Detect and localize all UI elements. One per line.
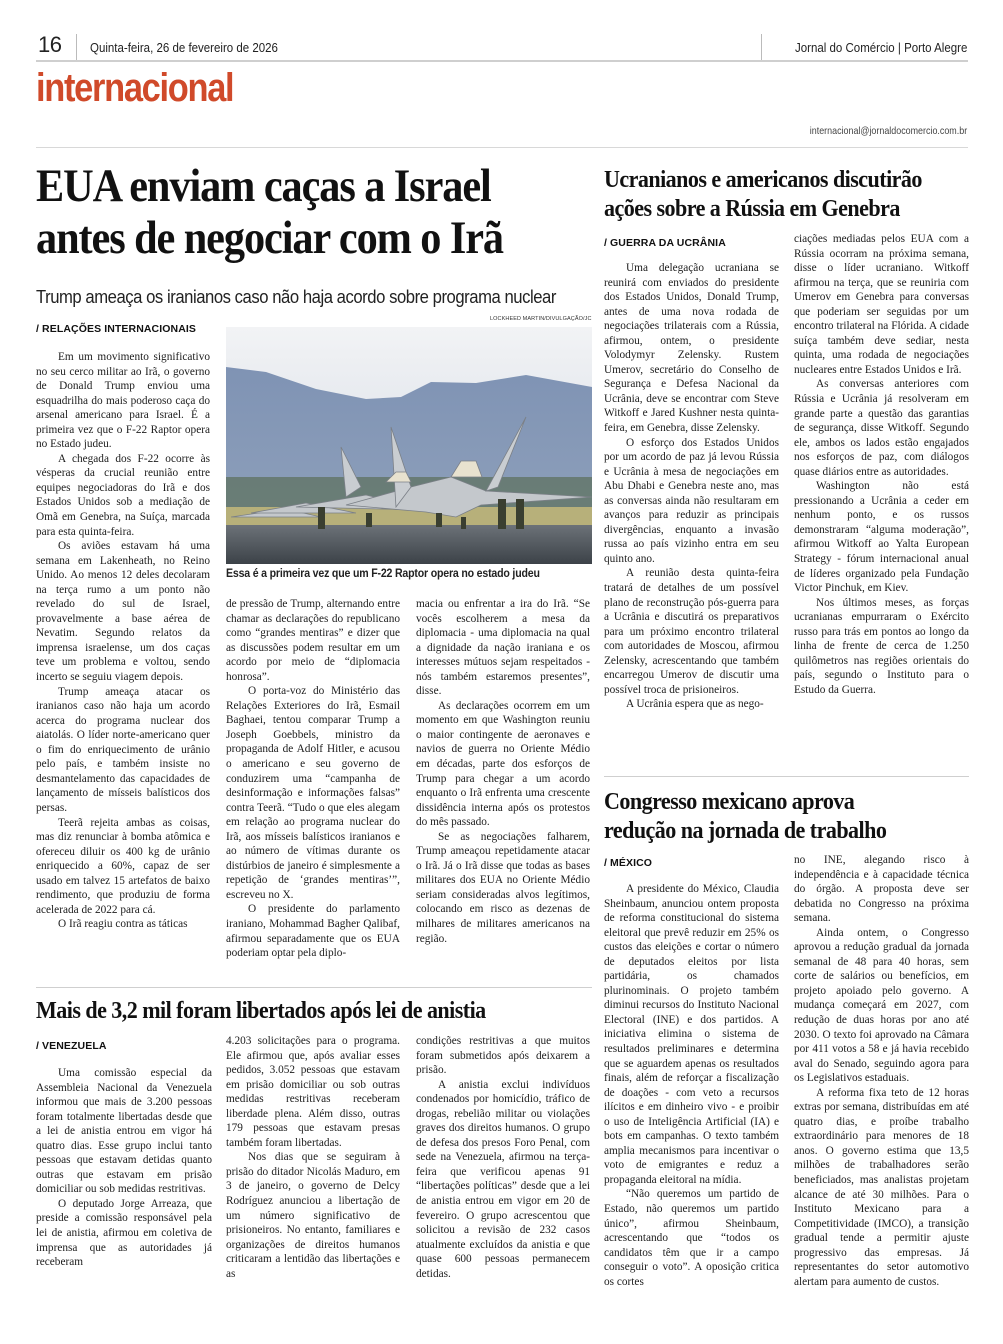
paragraph: A Ucrânia espera que as nego- bbox=[626, 698, 764, 711]
venezuela-story-tag: / VENEZUELA bbox=[36, 1040, 107, 1052]
masthead-divider bbox=[761, 34, 762, 60]
mexico-story-tag: / MÉXICO bbox=[604, 857, 653, 869]
mexico-headline-line2: redução na jornada de trabalho bbox=[604, 817, 887, 844]
paragraph: As conversas anteriores com Rússia e Ucrânia já resolveram em grande parte a questão das garantias de segurança, disse Witkoff. Segundo ele, ambos os lados estão engajados nos esforços de paz, com diálogos quase diários entre as autoridades. bbox=[794, 378, 969, 478]
paragraph: de pressão de Trump, alternando entre chamar as declarações do republicano como “grandes mentiras” e dizer que as discussões podem resultar em um acordo por meio de “diplomacia honrosa”. bbox=[226, 598, 400, 683]
paragraph: no INE, alegando risco à independência e à capacidade técnica do órgão. A proposta deve ser debatida no Congresso na próxima semana. bbox=[794, 854, 969, 925]
main-headline bbox=[36, 160, 540, 264]
paragraph: Nos últimos meses, as forças ucranianas empurraram o Exército russo para trás em pontos ao longo da linha de frente de cerca de 1.250 quilômetros nas regiões orientais do país, segundo o Instituto para o Estudo da Guerra. bbox=[794, 596, 969, 696]
paragraph: O presidente do parlamento iraniano, Mohammad Bagher Qalibaf, afirmou separadamente que os EUA poderiam optar pela diplo- bbox=[226, 903, 400, 960]
story-divider bbox=[36, 987, 592, 988]
paragraph: Nos dias que se seguiram à prisão do ditador Nicolás Maduro, em 3 de janeiro, o governo de Delcy Rodríguez anunciou a libertação de um número significativo de prisioneiros. No entanto, familiares e organizações de direitos humanos criticaram a lentidão das libertações e as bbox=[226, 1151, 400, 1280]
paragraph: ciações mediadas pelos EUA com a Rússia ocorram na próxima semana, disse o líder ucraniano. Witkoff afirmou na terça, que se reuniria com Umerov em Genebra para conversas que poderiam ser seguidas por um encontro trilateral na Flórida. A cidade suíça também deve sediar, nesta quinta, uma rodada de negociações nucleares entre Estados Unidos e Irã. bbox=[794, 233, 969, 376]
ukraine-headline bbox=[604, 165, 922, 223]
mexico-story-column-2 bbox=[794, 853, 969, 1289]
section-title: internacional bbox=[36, 66, 234, 110]
paragraph: Washington não está pressionando a Ucrânia a ceder em nenhum ponto, e os russos demonstraram “alguma moderação”, afirmou Witkoff ao Yalta European Strategy - fórum internacional anual de líderes organizado pela Fundação Victor Pinchuk, em Kiev. bbox=[794, 480, 969, 595]
paragraph: Em um movimento significativo no seu cerco militar ao Irã, o governo de Donald Trump enviou uma esquadrilha do mais poderoso caça do arsenal americano para Israel. É a primeira vez que o F-22 Raptor opera no Estado judeu. bbox=[36, 351, 210, 451]
venezuela-story-column-1 bbox=[36, 1066, 212, 1270]
paragraph: As declarações ocorrem em um momento em que Washington reuniu o maior contingente de aeronaves e navios de guerra no Oriente Médio em décadas, parte dos esforços de Trump para chegar a um acordo enquanto o Irã enfrenta uma crescente dissidência interna após os protestos do mês passado. bbox=[416, 699, 590, 829]
page-number: 16 bbox=[38, 32, 62, 57]
venezuela-story-column-2 bbox=[226, 1034, 400, 1281]
paragraph: A reforma fixa teto de 12 horas extras por semana, distribuídas em até quatro dias, e proíbe trabalho extraordinário para menores de 18 anos. O governo estima que 13,5 milhões de trabalhadores serão beneficiados, mas analistas projetam alcance de até 30 milhões. Para o Instituto Mexicano para a Competitividade (IMCO), a transição gradual tende a permitir ajuste progressivo das empresas. Já representantes do setor automotivo alertam para aumento de custos. bbox=[794, 1086, 969, 1288]
paragraph: O Irã reagiu contra as táticas bbox=[58, 918, 188, 931]
masthead-rule bbox=[36, 60, 968, 62]
edition-date: Quinta-feira, 26 de fevereiro de 2026 bbox=[90, 41, 278, 55]
paragraph: O porta-voz do Ministério das Relações Exteriores do Irã, Esmail Baghaei, tentou comparar Trump a Joseph Goebbels, ministro da propaganda de Adolf Hitler, e acusou o americano e seu governo de conduzirem uma “campanha de desinformação e informações falsas” contra Teerã. “Tudo o que eles alegam em relação ao programa nuclear do Irã, aos mísseis balísticos iranianos e ao número de vítimas durante os distúrbios de janeiro é simplesmente a repetição de ‘grandes mentiras’”, escreveu no X. bbox=[226, 685, 400, 901]
main-headline-line2: antes de negociar com o Irã bbox=[36, 212, 504, 264]
paragraph: Trump ameaça atacar os iranianos caso não haja um acordo acerca do programa nuclear dos aiatolás. O líder norte-americano quer o fim do enriquecimento de urânio pelo país, e também insiste no desmantelamento das capacidades de lançamento de mísseis balísticos dos persas. bbox=[36, 685, 210, 814]
paragraph: A reunião desta quinta-feira tratará de detalhes de um possível plano de reconstrução pós-guerra para a Ucrânia e discutirá os preparativos para um próximo encontro trilateral com autoridades de Moscou, afirmou Zelensky, acrescentando que também encarregou Umerov de discutir uma possível troca de prisioneiros. bbox=[604, 567, 779, 696]
ukraine-headline-line2: ações sobre a Rússia em Genebra bbox=[604, 195, 900, 222]
paragraph: macia ou enfrentar a ira do Irã. “Se vocês escolherem a mesa da diplomacia - uma diplomacia na qual a dignidade da nação iraniana e os interesses mútuos sejam respeitados - nós também estaremos presentes”, disse. bbox=[416, 598, 590, 698]
story-divider bbox=[604, 776, 969, 777]
paragraph: A presidente do México, Claudia Sheinbaum, anunciou ontem proposta de reforma constitucional do sistema eleitoral que prevê reduzir em 25% os custos das eleições e cortar o número de deputados eleitos por lista partidária, os chamados plurinominais. O projeto também diminui recursos do Instituto Nacional Electoral (INE) e dos partidos. A iniciativa elimina o sistema de resultados preliminares e determina que se aguardem apenas os resultados finais, além de reforçar a fiscalização de doações - com veto a recursos ilícitos e em dinheiro vivo - e proibir o uso de Inteligência Artificial (IA) e bots em campanhas. O texto também amplia mecanismos para incentivar o voto de emigrantes e reduz a propaganda eleitoral na mídia. bbox=[604, 883, 779, 1186]
paragraph: Ainda ontem, o Congresso aprovou a redução gradual da jornada semanal de 48 para 40 horas, sem corte de salários ou benefícios, em projeto apoiado pelo governo. A mudança começará em 2027, com redução de duas horas por ano até 2030. O texto foi aprovado na Câmara por 411 votos a 58 e já havia recebido aval do Senado, seguindo agora para os Legislativos estaduais. bbox=[794, 926, 969, 1085]
main-story-column-3 bbox=[416, 597, 590, 946]
paragraph: O deputado Jorge Arreaza, que preside a comissão responsável pela lei de anistia, afirmou em coletiva de imprensa que as autoridades já receberam bbox=[36, 1197, 212, 1269]
section-email-link[interactable]: internacional@jornaldocomercio.com.br bbox=[809, 125, 967, 137]
venezuela-headline: Mais de 3,2 mil foram libertados após lei de anistia bbox=[36, 997, 486, 1024]
paragraph: condições restritivas a que muitos foram submetidos após deixarem a prisão. bbox=[416, 1035, 590, 1077]
paragraph: A chegada dos F-22 ocorre às vésperas da crucial reunião entre equipes negociadoras do Irã e dos Estados Unidos sob a mediação de Omã em Genebra, na Suíça, marcada para esta quinta-feira. bbox=[36, 452, 210, 538]
ukraine-story-column-1 bbox=[604, 261, 779, 712]
paragraph: Uma comissão especial da Assembleia Nacional da Venezuela informou que mais de 3.200 pessoas foram totalmente libertadas desde que a lei de anistia entrou em vigor há quatro dias. Esse grupo inclui tanto pessoas que estavam detidas quanto outras que estavam em prisão domiciliar ou sob medidas restritivas. bbox=[36, 1067, 212, 1196]
main-story-tag: / RELAÇÕES INTERNACIONAIS bbox=[36, 323, 197, 335]
mexico-headline-line1: Congresso mexicano aprova bbox=[604, 788, 855, 815]
newspaper-name: Jornal do Comércio | Porto Alegre bbox=[794, 41, 967, 55]
masthead-divider bbox=[76, 34, 77, 60]
ukraine-story-column-2 bbox=[794, 232, 969, 698]
paragraph: “Não queremos um partido de Estado, não queremos um partido único”, afirmou Sheinbaum, acrescentando que “todos os candidatos têm que ir a campo conseguir o voto”. A oposição critica os cortes bbox=[604, 1188, 779, 1288]
venezuela-story-column-3 bbox=[416, 1034, 590, 1281]
paragraph: O esforço dos Estados Unidos por um acordo de paz já levou Rússia e Ucrânia à mesa de negociações em Abu Dhabi e Genebra neste ano, mas as conversas ainda não resultaram em avanços para reduzir as principais divergências, enquanto a invasão russa ao país vizinho entra em seu quinto ano. bbox=[604, 436, 779, 565]
ukraine-headline-line1: Ucranianos e americanos discutirão bbox=[604, 166, 922, 193]
main-story-column-2 bbox=[226, 597, 400, 961]
f22-jets-image-icon bbox=[226, 327, 592, 564]
photo-credit: LOCKHEED MARTIN/DIVULGAÇÃO/JC bbox=[490, 316, 592, 322]
paragraph: Teerã rejeita ambas as coisas, mas diz renunciar à bomba atômica e ofereceu diluir os 400 kg de urânio enriquecido a 60%, capaz de ser usado em talvez 15 artefatos de baixo rendimento, que produziu de forma acelerada de 2022 para cá. bbox=[36, 816, 210, 916]
section-rule bbox=[36, 147, 968, 148]
f22-photo bbox=[226, 327, 592, 564]
paragraph: Os aviões estavam há uma semana em Lakenheath, no Reino Unido. Ao menos 12 deles decolaram na terça rumo a um ponto não revelado do sul de Israel, provavelmente a base aérea de Nevatim. Segundo relatos da imprensa israelense, um dos caças teve um problema e voltou, sendo incerto se seguiu viagem depois. bbox=[36, 540, 210, 684]
main-subheadline: Trump ameaça os iranianos caso não haja acordo sobre programa nuclear bbox=[36, 286, 556, 307]
photo-caption: Essa é a primeira vez que um F-22 Raptor opera no estado judeu bbox=[226, 568, 540, 580]
mexico-headline bbox=[604, 787, 886, 845]
paragraph: 4.203 solicitações para o programa. Ele afirmou que, após avaliar esses pedidos, 3.052 pessoas que estavam em prisão domiciliar ou sob outras medidas restritivas receberam liberdade plena. Além disso, outras 179 pessoas que estavam presas também foram libertadas. bbox=[226, 1035, 400, 1149]
paragraph: Se as negociações falharem, Trump ameaçou repetidamente atacar o Irã. Já o Irã disse que todas as bases militares dos EUA no Oriente Médio seriam consideradas alvos legítimos, colocando em risco as dezenas de milhares de militares americanos na região. bbox=[416, 830, 590, 945]
main-story-column-1 bbox=[36, 350, 210, 932]
ukraine-story-tag: / GUERRA DA UCRÂNIA bbox=[604, 237, 726, 249]
paragraph: A anistia exclui indivíduos condenados por homicídio, tráfico de drogas, rebelião militar ou violações graves dos direitos humanos. O grupo de defesa dos presos Foro Penal, com sede na Venezuela, afirmou na terça-feira que verificou apenas 91 “libertações políticas” desde que a lei de anistia entrou em vigor em 20 de fevereiro. O grupo acrescentou que solicitou a revisão de 232 casos atualmente excluídos da anistia e que quase 600 pessoas permanecem detidas. bbox=[416, 1078, 590, 1280]
paragraph: Uma delegação ucraniana se reunirá com enviados do presidente dos Estados Unidos, Donald Trump, antes de uma nova rodada de negociações trilaterais com a Rússia, afirmou, ontem, o presidente Volodymyr Zelensky. Rustem Umerov, secretário do Conselho de Segurança e Defesa Nacional da Ucrânia, deve se encontrar com Steve Witkoff e Jared Kushner nesta quinta-feira, em Genebra, disse Zelensky. bbox=[604, 262, 779, 435]
main-headline-line1: EUA enviam caças a Israel bbox=[36, 160, 491, 212]
mexico-story-column-1 bbox=[604, 882, 779, 1289]
